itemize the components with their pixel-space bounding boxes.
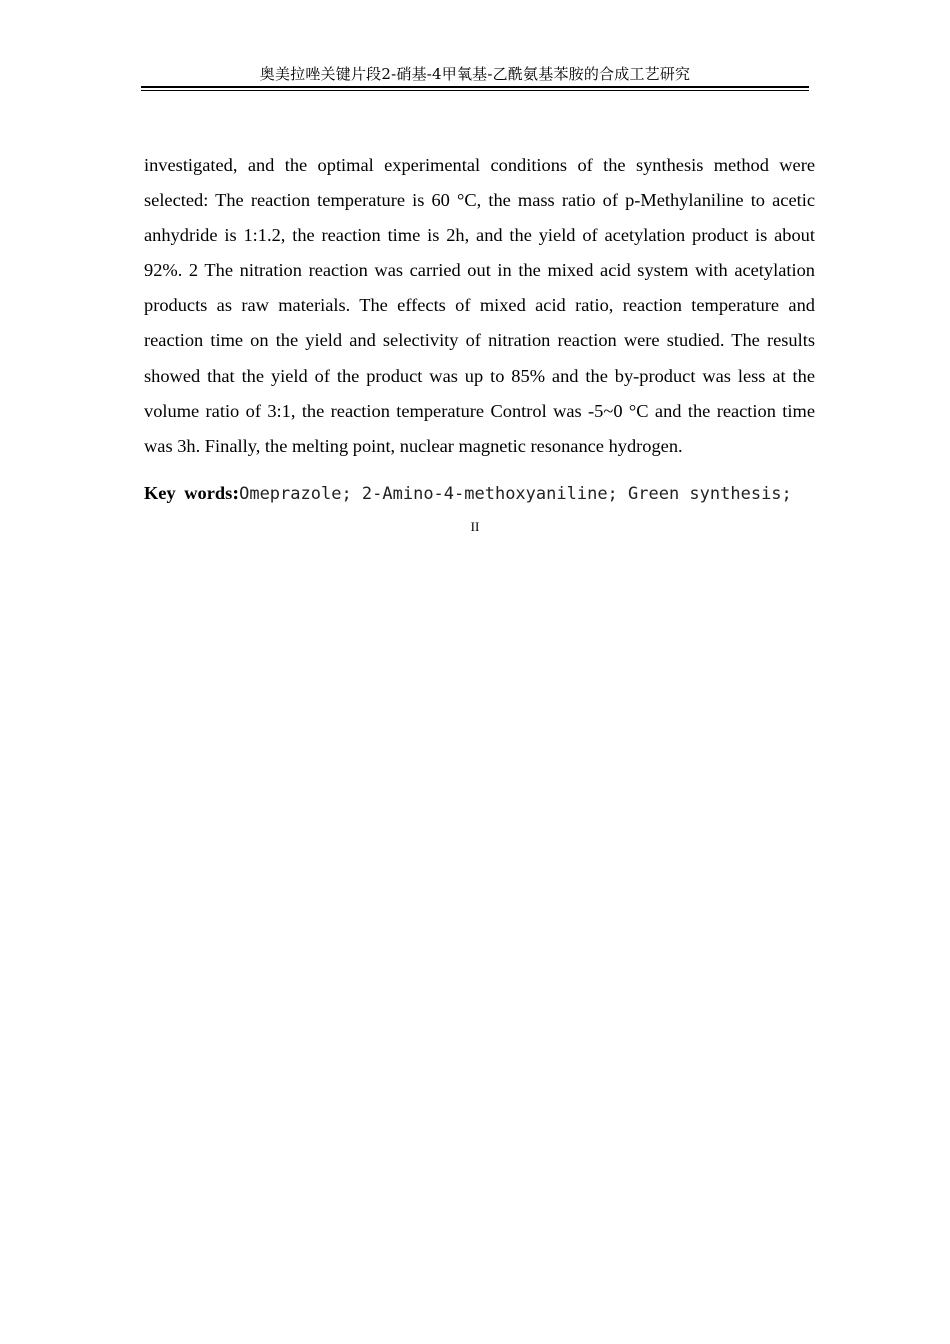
keywords-text: Omeprazole; 2-Amino-4-methoxyaniline; Green synthesis; <box>239 484 792 504</box>
header-rule-thin <box>141 90 809 91</box>
keywords-label: Key words <box>144 483 233 503</box>
keywords-colon: : <box>232 483 240 504</box>
keywords-line <box>144 479 815 508</box>
running-header-title: 奥美拉唑关键片段2-硝基-4甲氧基-乙酰氨基苯胺的合成工艺研究 <box>259 65 691 83</box>
header-rule-thick <box>141 86 809 88</box>
abstract-paragraph: investigated, and the optimal experimental conditions of the synthesis method were selected: The reaction temperature is 60 °C, the mass ratio of p-Methylaniline to acetic anhydride is 1:1.2, the reaction time is 2h, and the yield of acetylation product is about 92%. 2 The nitration reaction was carried out in the mixed acid system with acetylation products as raw materials. The effects of mixed acid ratio, reaction temperature and reaction time on the yield and selectivity of nitration reaction were studied. The results showed that the yield of the product was up to 85% and the by-product was less at the volume ratio of 3:1, the reaction temperature Control was -5~0 °C and the reaction time was 3h. Finally, the melting point, nuclear magnetic resonance hydrogen. <box>144 155 815 456</box>
page-number: II <box>470 519 480 534</box>
